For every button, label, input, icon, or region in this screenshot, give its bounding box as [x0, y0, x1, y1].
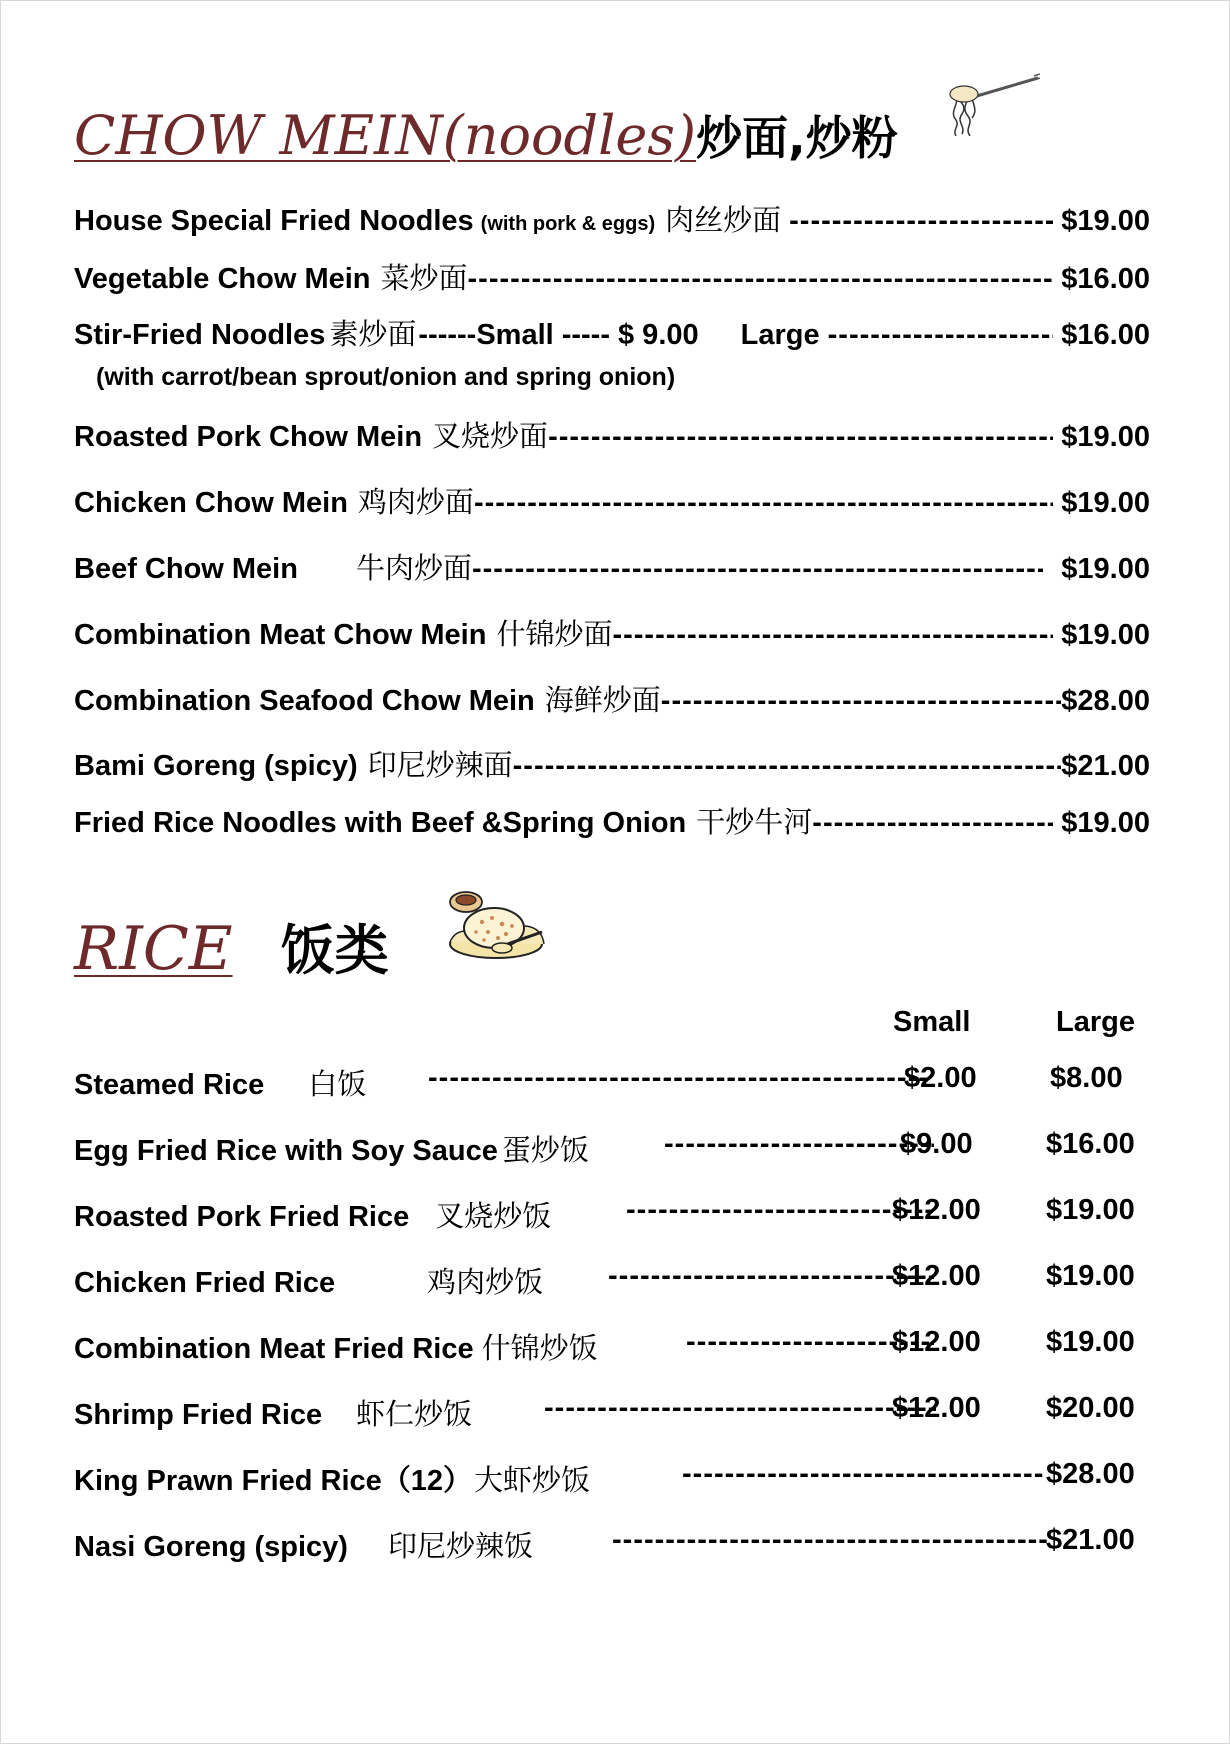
dotted-leader — [682, 1458, 1044, 1491]
item-name-block — [74, 1524, 533, 1565]
item-price-large: $19.00 — [1046, 1194, 1135, 1226]
item-price-large: $8.00 — [1050, 1062, 1123, 1094]
item-name: Vegetable Chow Mein — [74, 263, 371, 295]
item-name-cn: 虾仁炒饭 — [356, 1397, 473, 1431]
item-name-cn: 肉丝炒面 — [665, 203, 782, 237]
dotted-leader — [812, 807, 1053, 840]
rice-title-cn: 饭类 — [280, 919, 389, 982]
chow-mein-heading — [74, 102, 898, 168]
item-name: Steamed Rice — [74, 1069, 265, 1101]
item-name-cn: 牛肉炒面 — [355, 551, 472, 585]
item-name: Roasted Pork Chow Mein — [74, 421, 423, 453]
dotted-leader — [789, 205, 1053, 238]
item-name-cn: 干炒牛河 — [696, 805, 813, 839]
col-header-small: Small — [893, 1006, 971, 1038]
item-name: King Prawn Fried Rice（12） — [74, 1465, 473, 1497]
dotted-leader — [548, 421, 1053, 454]
item-name: Bami Goreng (spicy) — [74, 750, 358, 782]
menu-item-house-special-fried-noodles — [74, 198, 1150, 239]
item-name-cn: 鸡肉炒饭 — [427, 1265, 544, 1299]
item-name-cn: 叉烧炒面 — [432, 419, 549, 453]
item-price: $19.00 — [1061, 619, 1150, 651]
item-name-cn: 素炒面 — [329, 317, 417, 351]
item-name: House Special Fried Noodles — [74, 205, 474, 237]
menu-item-roasted-pork-chow-mein — [74, 414, 1150, 455]
menu-item-vegetable-chow-mein — [74, 256, 1150, 297]
dotted-leader — [472, 553, 1043, 586]
dotted-leader — [468, 263, 1054, 296]
item-price: $19.00 — [1061, 421, 1150, 453]
item-subnote: (with carrot/bean sprout/onion and spring onion) — [96, 363, 676, 391]
dotted-leader: ------ — [418, 319, 477, 351]
item-price: $16.00 — [1061, 263, 1150, 295]
item-name-cn: 什锦炒饭 — [481, 1331, 598, 1365]
item-name: Combination Meat Chow Mein — [74, 619, 487, 651]
item-name-cn: 什锦炒面 — [496, 617, 613, 651]
menu-item-beef-chow-mein — [74, 546, 1150, 587]
item-name-block — [74, 1128, 589, 1169]
item-price: $28.00 — [1061, 685, 1150, 717]
item-name-cn: 鸡肉炒面 — [357, 485, 474, 519]
item-name-block — [74, 1326, 598, 1367]
dotted-leader — [626, 1194, 934, 1227]
chow-mein-title-cn: 炒面,炒粉 — [696, 111, 898, 165]
col-header-large: Large — [1056, 1006, 1135, 1038]
item-price-small: $12.00 — [892, 1260, 981, 1292]
dotted-leader — [608, 1260, 934, 1293]
item-name-cn: 印尼炒辣饭 — [387, 1529, 533, 1563]
dotted-leader — [661, 685, 1062, 718]
item-price-small: $2.00 — [904, 1062, 977, 1094]
item-price-small: $12.00 — [892, 1326, 981, 1358]
dotted-leader — [612, 619, 1053, 652]
noodle-fork-icon — [940, 70, 1040, 136]
rice-title-en: RICE — [74, 914, 233, 984]
small-price: $ 9.00 — [618, 319, 699, 351]
menu-item-fried-rice-noodles-beef — [74, 800, 1150, 841]
item-name: Nasi Goreng (spicy) — [74, 1531, 348, 1563]
item-name: Chicken Fried Rice — [74, 1267, 336, 1299]
item-name-cn: 叉烧炒饭 — [435, 1199, 552, 1233]
dotted-leader — [428, 1062, 930, 1095]
item-note: (with pork & eggs) — [480, 213, 656, 235]
item-price-small: $12.00 — [892, 1194, 981, 1226]
item-name: Egg Fried Rice with Soy Sauce — [74, 1135, 498, 1167]
item-price: $19.00 — [1061, 807, 1150, 839]
menu-item-combination-seafood-chow-mein — [74, 678, 1150, 719]
item-name: Beef Chow Mein — [74, 553, 298, 585]
dotted-leader — [544, 1392, 936, 1425]
item-name: Stir-Fried Noodles — [74, 319, 326, 351]
item-price-small: $9.00 — [900, 1128, 973, 1160]
item-name-cn: 印尼炒辣面 — [367, 748, 513, 782]
menu-item-bami-goreng — [74, 743, 1150, 784]
item-name: Combination Seafood Chow Mein — [74, 685, 535, 717]
item-name-cn: 蛋炒饭 — [501, 1133, 589, 1167]
item-name: Roasted Pork Fried Rice — [74, 1201, 410, 1233]
item-price-large: $28.00 — [1046, 1458, 1135, 1490]
item-price-large: $19.00 — [1046, 1326, 1135, 1358]
dotted-leader: ----- — [561, 319, 610, 351]
item-name-block — [74, 1392, 472, 1433]
item-price: $19.00 — [1061, 553, 1150, 585]
item-price: $21.00 — [1061, 750, 1150, 782]
item-name: Combination Meat Fried Rice — [74, 1333, 474, 1365]
item-price: $16.00 — [1061, 319, 1150, 351]
dotted-leader — [612, 1524, 1050, 1557]
item-price-large: $16.00 — [1046, 1128, 1135, 1160]
menu-item-combination-meat-chow-mein — [74, 612, 1150, 653]
item-name-block — [74, 1062, 366, 1103]
chow-mein-title-en: CHOW MEIN(noodles) — [74, 104, 697, 167]
item-name: Fried Rice Noodles with Beef &Spring Onion — [74, 807, 687, 839]
fried-rice-plate-icon — [446, 888, 550, 962]
item-price-large: $20.00 — [1046, 1392, 1135, 1424]
item-name: Chicken Chow Mein — [74, 487, 348, 519]
item-name-cn: 白饭 — [308, 1067, 367, 1101]
dotted-leader — [828, 319, 1054, 352]
item-price-small: $12.00 — [892, 1392, 981, 1424]
small-label: Small — [476, 319, 554, 351]
dotted-leader — [474, 487, 1053, 520]
item-price: $19.00 — [1061, 487, 1150, 519]
item-name-cn: 大虾炒饭 — [474, 1463, 591, 1497]
item-name-cn: 海鲜炒面 — [544, 683, 661, 717]
rice-heading — [74, 908, 389, 985]
item-name-block — [74, 1260, 543, 1301]
item-name-block — [74, 1458, 590, 1499]
item-price-large: $19.00 — [1046, 1260, 1135, 1292]
item-price: $19.00 — [1061, 205, 1150, 237]
dotted-leader — [513, 750, 1062, 783]
item-name-block — [74, 1194, 551, 1235]
item-name-cn: 菜炒面 — [380, 261, 468, 295]
item-name: Shrimp Fried Rice — [74, 1399, 323, 1431]
menu-item-chicken-chow-mein — [74, 480, 1150, 521]
menu-item-stir-fried-noodles — [74, 312, 1150, 353]
dotted-leader — [664, 1128, 934, 1161]
large-label: Large — [740, 319, 820, 351]
item-price-large: $21.00 — [1046, 1524, 1135, 1556]
